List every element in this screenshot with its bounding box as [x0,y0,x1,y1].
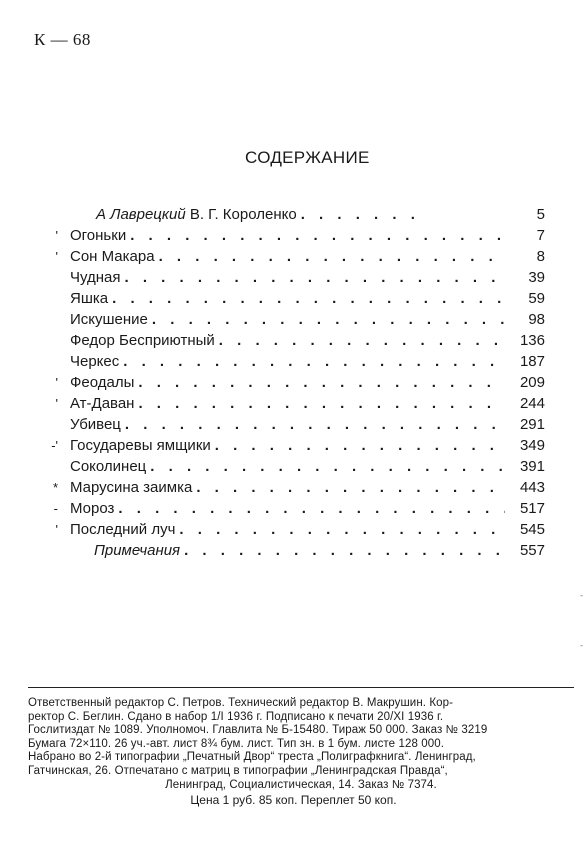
toc-story-entry [52,477,545,498]
toc-story-title: Яшка [70,290,109,307]
toc-story-entry [60,351,545,372]
toc-page-number: 7 [536,227,545,244]
author-subject: В. Г. Короленко [189,206,297,223]
margin-mark: - [580,590,583,600]
toc-story-entry [55,246,545,267]
toc-story-title: Чудная [70,269,121,286]
divider-rule [28,687,574,688]
dot-leader [215,435,505,456]
margin-tick: ' [55,522,58,537]
toc-author-label [96,204,297,225]
dot-leader [125,267,505,288]
dot-leader [130,225,505,246]
dot-leader [112,288,505,309]
page-mark: К — 68 [34,30,91,49]
margin-tick: ' [55,396,58,411]
margin-tick: ' [55,249,58,264]
dot-leader [159,246,505,267]
imprint-line: Гатчинская, 26. Отпечатано с матриц в типографии „Ленинградская Правда“, [28,764,448,777]
toc-story-entry [60,330,545,351]
toc-story-title: Ат-Даван [70,395,135,412]
toc-page-number: 136 [519,332,545,349]
dot-leader [138,393,505,414]
margin-tick: ' [55,375,58,390]
toc-story-entry [60,456,545,477]
toc-page-number: 349 [519,437,545,454]
imprint-block [28,697,574,792]
toc-page-number: 187 [519,353,545,370]
toc-story-title: Убивец [70,416,121,433]
toc-story-entry [60,267,545,288]
toc-page-number: 517 [519,500,545,517]
imprint-line: Ответственный редактор С. Петров. Технический редактор В. Макрушин. Кор- [28,697,454,709]
toc-story-entry [60,414,545,435]
toc-page-number: 545 [519,521,545,538]
toc-story-list [51,225,545,540]
toc-story-title: Соколинец [70,458,147,475]
dot-leader [123,351,505,372]
margin-tick: * [52,480,58,495]
toc-story-title: Черкес [70,353,120,370]
toc-story-entry [51,435,545,456]
toc-page-number: 291 [519,416,545,433]
toc-page-number: 557 [519,542,545,559]
dot-leader [125,414,505,435]
toc-story-entry [60,309,545,330]
toc-story-title: Государевы ямщики [70,437,211,454]
toc-page-number: 5 [536,206,545,223]
dot-leader [150,456,505,477]
dot-leader [219,330,505,351]
toc-author-entry [60,204,545,225]
dot-leader [118,498,505,519]
price-line: Цена 1 руб. 85 коп. Переплет 50 коп. [190,793,397,807]
imprint-line: ректор С. Беглин. Сдано в набор 1/I 1936 г. Подписано к печати 20/XI 1936 г. [28,710,444,723]
toc-story-title: Последний луч [70,521,176,538]
imprint-line: Бумага 72×110. 26 уч.-авт. лист 8¾ бум. лист. Тип зн. в 1 бум. листе 128 000. [28,737,445,750]
toc-story-entry [55,519,545,540]
toc-story-entry [53,498,545,519]
toc-notes-label: Примечания [94,542,181,559]
dot-leader [152,309,505,330]
toc-story-title: Искушение [70,311,148,328]
toc-story-entry [55,372,545,393]
table-of-contents [51,204,545,561]
margin-tick: ' [55,228,58,243]
page-title: СОДЕРЖАНИЕ [245,148,370,167]
toc-page-number: 443 [519,479,545,496]
toc-notes-entry [60,540,545,561]
imprint-line: Гослитиздат № 1089. Уполномоч. Главлита № Б-15480. Тираж 50 000. Заказ № 3219 [28,724,488,737]
dot-leader [138,372,505,393]
toc-page-number: 39 [528,269,545,286]
toc-story-entry [55,393,545,414]
toc-page-number: 209 [519,374,545,391]
toc-page-number: 244 [519,395,545,412]
toc-story-entry [55,225,545,246]
imprint-line: Набрано во 2-й типографии „Печатный Двор“ треста „Полиграфкнига“. Ленинград, [28,751,476,764]
toc-story-title: Огоньки [70,227,127,244]
margin-tick: -' [51,438,58,453]
toc-story-title: Марусина заимка [70,479,193,496]
toc-page-number: 391 [519,458,545,475]
toc-page-number: 98 [528,311,545,328]
margin-mark: - [580,640,583,650]
dot-leader [179,519,505,540]
margin-tick: - [53,501,58,516]
toc-story-title: Сон Макара [70,248,155,265]
toc-story-title: Феодалы [70,374,135,391]
toc-story-title: Мороз [70,500,115,517]
author-name: А Лаврецкий [96,206,186,223]
toc-page-number: 59 [528,290,545,307]
toc-story-entry [60,288,545,309]
imprint-line: Ленинград, Социалистическая, 14. Заказ № 7374. [165,778,437,791]
dot-leader [184,540,505,561]
toc-story-title: Федор Бесприютный [70,332,215,349]
dot-leader [196,477,505,498]
toc-page-number: 8 [536,248,545,265]
dot-leader [301,204,421,225]
